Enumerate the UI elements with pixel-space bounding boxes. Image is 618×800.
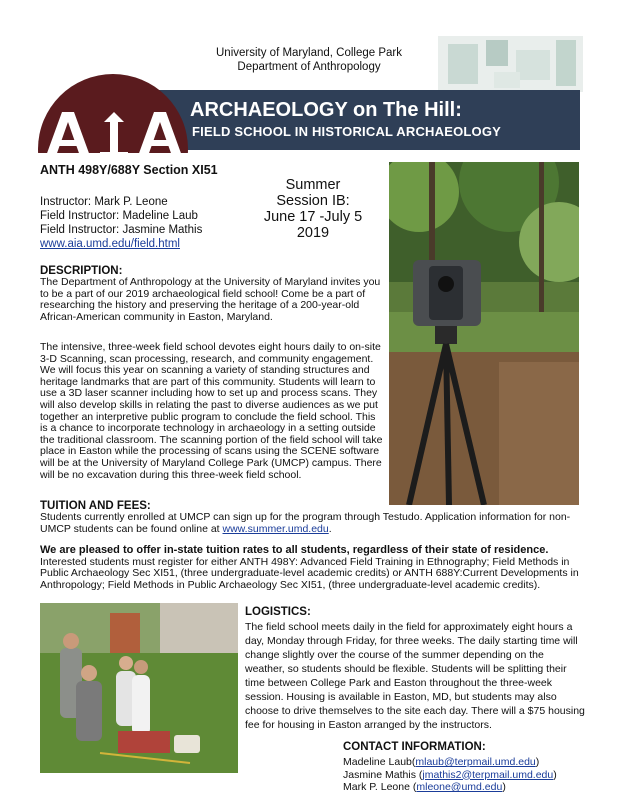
contact-heading: CONTACT INFORMATION:	[343, 741, 486, 753]
tuition-paragraph	[40, 512, 585, 535]
session-line-1: Summer	[285, 177, 341, 193]
logo-baseline	[38, 153, 188, 157]
session-line-4: 2019	[296, 225, 330, 241]
tuition-rates-paragraph	[40, 545, 585, 591]
field-school-link[interactable]: www.aia.umd.edu/field.html	[40, 238, 180, 250]
tuition-heading: TUITION AND FEES:	[40, 500, 151, 512]
session-line-3: June 17 -July 5	[263, 209, 363, 225]
sub-title: FIELD SCHOOL IN HISTORICAL ARCHAEOLOGY	[192, 124, 502, 139]
logistics-heading: LOGISTICS:	[245, 606, 311, 618]
summer-link[interactable]: www.summer.umd.edu	[222, 522, 329, 535]
email-link-mathis[interactable]: jmathis2@terpmail.umd.edu	[422, 768, 554, 781]
description-paragraph-1: The Department of Anthropology at the University of Maryland invites you to be a part of our 2019 archaeological field school! Come be a part of researching the history and preserving the heritage of a 200-year-old African-American community in Easton, Maryland.	[40, 276, 381, 323]
description-heading: DESCRIPTION:	[40, 265, 123, 277]
contact-leone: Mark P. Leone (mleone@umd.edu)	[343, 781, 506, 793]
tuition-text-end: .	[328, 522, 332, 535]
department-name: Department of Anthropology	[237, 61, 381, 73]
field-instructor-line-1: Field Instructor: Madeline Laub	[40, 210, 198, 222]
main-title: ARCHAEOLOGY on The Hill:	[190, 99, 462, 121]
course-code: ANTH 498Y/688Y Section XI51	[40, 163, 218, 177]
session-line-2: Session IB:	[276, 193, 350, 209]
instructor-line: Instructor: Mark P. Leone	[40, 196, 168, 208]
email-link-leone[interactable]: mleone@umd.edu	[416, 781, 503, 793]
field-work-photo	[40, 603, 238, 773]
contact-list	[343, 756, 557, 794]
logistics-paragraph: The field school meets daily in the field for approximately eight hours a day, Monday through Friday, for three weeks. The daily starting time will change slightly over the course of the summer depending on the weather, so students should be flexible. Students will be splitting their time between College Park and Easton throughout the three-week session. Housing is available in Easton, MD, but students may also choose to drive themselves to the site each day. There will a $75 housing fee for housing in Easton arranged by the instructors.	[245, 621, 585, 731]
in-state-rates-notice: We are pleased to offer in-state tuition rates to all students, regardless of their state of residence.	[40, 544, 549, 556]
session-dates	[248, 177, 378, 241]
staff-list	[40, 195, 202, 251]
tuition-text: Students currently enrolled at UMCP can sign up for the program through Testudo. Application information for non-UMCP students can be found online at	[40, 511, 571, 535]
registration-info: Interested students must register for either ANTH 498Y: Advanced Field Training in Ethnography; Field Methods in Public Archaeology Sec XI51, (three undergraduate-level academic credits) or ANTH 688Y:Current Developments in Anthropology; Field Methods in Public Archaeology Sec XI51, (three undergraduate-level academic credits).	[40, 555, 579, 591]
contact-mathis: Jasmine Mathis (jmathis2@terpmail.umd.edu)	[343, 768, 557, 781]
contact-laub: Madeline Laub(mlaub@terpmail.umd.edu)	[343, 756, 540, 768]
university-name: University of Maryland, College Park	[216, 47, 402, 59]
description-paragraph-2: The intensive, three-week field school devotes eight hours daily to on-site 3-D Scanning, scan processing, research, and community engagement. We will focus this year on scanning a variety of standing structures and heritage landmarks that are part of this community. Students will learn to use a 3D laser scanner including how to set up and process scans. They will also develop skills in relating the past to diverse audiences as we put together an interpretive public program to conclude the field school. This is a chance to incorporate technology in archaeology in a setting outside the traditional classroom. The scanning portion of the field school will take place in Easton while the processing of scans using the SCENE software will be at the University of Maryland College Park (UMCP) campus. There will be no excavation during this three-week field school.	[40, 341, 383, 481]
aoth-logo-mark	[44, 110, 184, 156]
laser-scanner-photo	[389, 162, 579, 505]
email-link-laub[interactable]: mlaub@terpmail.umd.edu	[415, 756, 536, 768]
decorative-map-graphic	[438, 36, 583, 92]
field-instructor-line-2: Field Instructor: Jasmine Mathis	[40, 224, 203, 236]
